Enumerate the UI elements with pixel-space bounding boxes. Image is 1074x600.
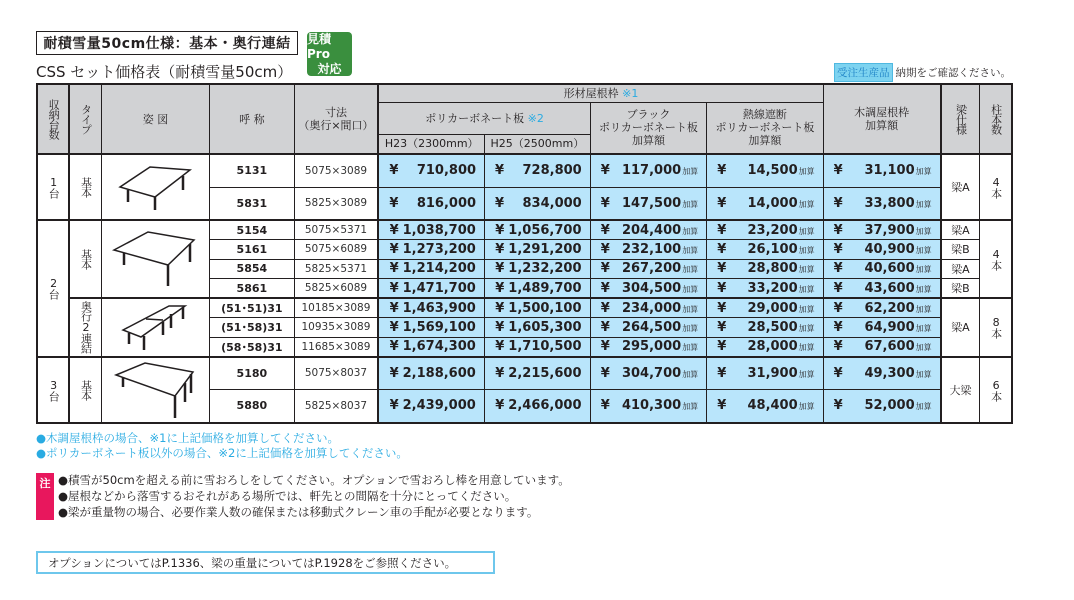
yen-sign: ¥ <box>600 398 610 414</box>
add-label: 加算 <box>798 369 815 379</box>
add-label: 加算 <box>915 226 932 236</box>
add-label: 加算 <box>798 167 815 177</box>
model-name: 5880 <box>210 390 294 423</box>
add-label: 加算 <box>798 199 815 209</box>
add-label: 加算 <box>915 323 932 333</box>
yen-sign: ¥ <box>495 280 505 296</box>
beam-spec: 梁A <box>941 298 980 357</box>
add-label: 加算 <box>915 265 932 275</box>
post-count: 8本 <box>980 298 1012 357</box>
yen-sign: ¥ <box>600 280 610 296</box>
price-h23 <box>378 337 484 357</box>
price-h25 <box>485 154 591 187</box>
wood-add-price <box>823 279 940 299</box>
add-label: 加算 <box>682 245 699 255</box>
wood-add-price <box>823 240 940 260</box>
price-h25 <box>485 298 591 318</box>
header-figure: 姿 図 <box>101 84 209 154</box>
model-name: 5154 <box>210 220 294 240</box>
add-label: 加算 <box>682 323 699 333</box>
price-value: 40,600 <box>864 261 915 277</box>
yen-sign: ¥ <box>833 163 843 179</box>
price-value: 37,900 <box>864 222 915 238</box>
yen-sign: ¥ <box>717 261 727 277</box>
yen-sign: ¥ <box>717 280 727 296</box>
add-label: 加算 <box>798 343 815 352</box>
price-value: 28,000 <box>747 339 798 354</box>
add-label: 加算 <box>682 402 699 412</box>
made-to-order-text: 納期をご確認ください。 <box>895 67 1011 79</box>
price-h25 <box>485 318 591 338</box>
price-h25 <box>485 259 591 279</box>
yen-sign: ¥ <box>717 398 727 414</box>
yen-sign: ¥ <box>389 261 399 277</box>
price-value: 710,800 <box>416 163 477 179</box>
header-name: 呼 称 <box>210 84 294 154</box>
add-label: 加算 <box>682 369 699 379</box>
yen-sign: ¥ <box>495 300 505 316</box>
add-label: 加算 <box>682 265 699 275</box>
post-count: 6本 <box>980 357 1012 423</box>
price-h23 <box>378 154 484 187</box>
price-value: 2,466,000 <box>508 398 582 414</box>
add-label: 加算 <box>798 304 815 314</box>
add-label: 加算 <box>798 245 815 255</box>
yen-sign: ¥ <box>495 261 505 277</box>
price-value: 48,400 <box>747 398 798 414</box>
price-h25 <box>485 390 591 423</box>
price-value: 1,710,500 <box>508 339 582 354</box>
yen-sign: ¥ <box>600 300 610 316</box>
size-cell: 5825×3089 <box>294 187 378 220</box>
yen-sign: ¥ <box>833 398 843 414</box>
yen-sign: ¥ <box>495 241 505 257</box>
black-add-price <box>590 279 706 299</box>
made-to-order-badge: 受注生産品 <box>834 63 893 82</box>
black-add-price <box>590 154 706 187</box>
price-value: 295,000 <box>621 339 682 354</box>
size-cell: 5825×5371 <box>294 259 378 279</box>
yen-sign: ¥ <box>389 280 399 296</box>
heat-add-price <box>707 259 823 279</box>
price-h23 <box>378 187 484 220</box>
heat-add-price <box>707 220 823 240</box>
yen-sign: ¥ <box>389 319 399 335</box>
price-value: 67,600 <box>864 339 915 354</box>
yen-sign: ¥ <box>600 261 610 277</box>
black-add-price <box>590 220 706 240</box>
price-value: 1,569,100 <box>402 319 476 335</box>
black-add-price <box>590 240 706 260</box>
yen-sign: ¥ <box>389 300 399 316</box>
yen-sign: ¥ <box>495 365 505 381</box>
triple-carport-figure <box>101 357 209 423</box>
header-polycarbonate: ポリカーボネート板 ※2 <box>378 102 590 134</box>
price-value: 52,000 <box>864 398 915 414</box>
size-cell: 5075×6089 <box>294 240 378 260</box>
header-units: 収納台数 <box>37 84 69 154</box>
price-notes <box>36 431 408 461</box>
model-name: (51･58)31 <box>210 318 294 338</box>
price-h23 <box>378 318 484 338</box>
header-frame-group: 形材屋根枠 ※1 <box>378 84 823 102</box>
pro-badge-line2: 対応 <box>317 61 342 76</box>
price-value: 1,273,200 <box>402 241 476 257</box>
price-value: 40,900 <box>864 241 915 257</box>
price-value: 147,500 <box>621 195 682 211</box>
price-value: 31,900 <box>747 365 798 381</box>
add-label: 加算 <box>682 284 699 294</box>
add-label: 加算 <box>798 226 815 236</box>
black-add-price <box>590 298 706 318</box>
size-cell: 10185×3089 <box>294 298 378 318</box>
yen-sign: ¥ <box>600 365 610 381</box>
price-h23 <box>378 259 484 279</box>
caution-item-falling-snow: ●屋根などから落雪するおそれがある場所では、軒先との間隔を十分にとってください。 <box>58 489 517 503</box>
wood-add-price <box>823 298 940 318</box>
add-label: 加算 <box>682 304 699 314</box>
size-cell: 5075×8037 <box>294 357 378 390</box>
table-row <box>37 154 1012 187</box>
yen-sign: ¥ <box>495 339 505 354</box>
price-h23 <box>378 240 484 260</box>
add-label: 加算 <box>682 226 699 236</box>
add-label: 加算 <box>915 343 932 352</box>
price-value: 2,188,600 <box>402 365 476 381</box>
price-value: 26,100 <box>747 241 798 257</box>
mitsumori-pro-badge <box>307 32 352 76</box>
price-value: 117,000 <box>621 163 682 179</box>
yen-sign: ¥ <box>495 163 505 179</box>
page-title: CSS セット価格表（耐積雪量50cm） <box>36 63 293 81</box>
wood-add-price <box>823 318 940 338</box>
price-value: 64,900 <box>864 319 915 335</box>
yen-sign: ¥ <box>717 300 727 316</box>
yen-sign: ¥ <box>833 300 843 316</box>
price-value: 816,000 <box>416 195 477 211</box>
price-value: 14,500 <box>747 163 798 179</box>
model-name: 5831 <box>210 187 294 220</box>
beam-spec: 大梁 <box>941 357 980 423</box>
beam-spec: 梁A <box>941 154 980 220</box>
post-count: 4本 <box>980 154 1012 220</box>
heat-add-price <box>707 318 823 338</box>
add-label: 加算 <box>798 284 815 294</box>
yen-sign: ¥ <box>717 365 727 381</box>
size-cell: 5075×3089 <box>294 154 378 187</box>
wood-add-price <box>823 187 940 220</box>
yen-sign: ¥ <box>495 195 505 211</box>
price-value: 1,463,900 <box>402 300 476 316</box>
price-value: 2,215,600 <box>508 365 582 381</box>
yen-sign: ¥ <box>600 222 610 238</box>
price-value: 1,471,700 <box>402 280 476 296</box>
yen-sign: ¥ <box>717 241 727 257</box>
post-count: 4本 <box>980 220 1012 298</box>
units-cell: 1台 <box>37 154 69 220</box>
note-non-polycarbonate: ●ポリカーボネート板以外の場合、※2に上記価格を加算してください。 <box>36 446 408 460</box>
pro-badge-line1: 見積Pro <box>307 31 332 61</box>
model-name: 5861 <box>210 279 294 299</box>
heat-add-price <box>707 298 823 318</box>
add-label: 加算 <box>682 343 699 352</box>
price-value: 2,439,000 <box>402 398 476 414</box>
yen-sign: ¥ <box>389 222 399 238</box>
yen-sign: ¥ <box>495 398 505 414</box>
black-add-price <box>590 187 706 220</box>
reference-box: オプションについてはP.1336、梁の重量についてはP.1928をご参照ください。 <box>36 551 495 574</box>
size-cell: 5825×6089 <box>294 279 378 299</box>
size-cell: 5825×8037 <box>294 390 378 423</box>
price-value: 23,200 <box>747 222 798 238</box>
price-value: 1,291,200 <box>508 241 582 257</box>
heat-add-price <box>707 357 823 390</box>
yen-sign: ¥ <box>495 222 505 238</box>
caution-item-snow: ●積雪が50cmを超える前に雪おろしをしてください。オプションで雪おろし棒を用意しています。 <box>58 473 570 487</box>
price-value: 28,500 <box>747 319 798 335</box>
add-label: 加算 <box>682 199 699 209</box>
price-h25 <box>485 337 591 357</box>
yen-sign: ¥ <box>833 280 843 296</box>
note-wood-frame: ●木調屋根枠の場合、※1に上記価格を加算してください。 <box>36 431 339 445</box>
header-heat: 熱線遮断 ポリカーボネート板 加算額 <box>707 102 823 154</box>
wood-add-price <box>823 390 940 423</box>
add-label: 加算 <box>915 284 932 294</box>
wood-add-price <box>823 259 940 279</box>
single-carport-figure <box>101 154 209 220</box>
add-label: 加算 <box>798 265 815 275</box>
yen-sign: ¥ <box>833 195 843 211</box>
type-cell: 基本 <box>69 154 101 220</box>
yen-sign: ¥ <box>717 195 727 211</box>
price-value: 834,000 <box>522 195 582 211</box>
price-value: 264,500 <box>621 319 682 335</box>
black-add-price <box>590 357 706 390</box>
model-name: 5180 <box>210 357 294 390</box>
price-value: 1,500,100 <box>508 300 582 316</box>
price-value: 43,600 <box>864 280 915 296</box>
beam-spec: 梁B <box>941 279 980 299</box>
yen-sign: ¥ <box>833 222 843 238</box>
size-cell: 5075×5371 <box>294 220 378 240</box>
yen-sign: ¥ <box>833 365 843 381</box>
yen-sign: ¥ <box>833 339 843 354</box>
price-value: 1,038,700 <box>402 222 476 238</box>
wood-add-price <box>823 154 940 187</box>
add-label: 加算 <box>915 167 932 177</box>
header-posts: 柱本数 <box>980 84 1012 154</box>
yen-sign: ¥ <box>600 195 610 211</box>
yen-sign: ¥ <box>717 319 727 335</box>
price-value: 1,489,700 <box>508 280 582 296</box>
yen-sign: ¥ <box>389 398 399 414</box>
price-value: 410,300 <box>621 398 682 414</box>
size-cell: 10935×3089 <box>294 318 378 338</box>
add-label: 加算 <box>915 369 932 379</box>
price-h23 <box>378 279 484 299</box>
model-name: (58･58)31 <box>210 337 294 357</box>
price-value: 1,214,200 <box>402 261 476 277</box>
heat-add-price <box>707 279 823 299</box>
wood-add-price <box>823 337 940 357</box>
tandem-carport-figure <box>101 298 209 357</box>
yen-sign: ¥ <box>833 241 843 257</box>
table-row <box>37 298 1012 318</box>
add-label: 加算 <box>915 304 932 314</box>
yen-sign: ¥ <box>717 163 727 179</box>
price-value: 1,674,300 <box>402 339 476 354</box>
price-value: 29,000 <box>747 300 798 316</box>
heat-add-price <box>707 390 823 423</box>
yen-sign: ¥ <box>833 261 843 277</box>
model-name: 5131 <box>210 154 294 187</box>
table-row <box>37 220 1012 240</box>
price-value: 62,200 <box>864 300 915 316</box>
price-value: 28,800 <box>747 261 798 277</box>
double-carport-figure <box>101 220 209 298</box>
add-label: 加算 <box>915 402 932 412</box>
caution-item-heavy-beam: ●梁が重量物の場合、必要作業人数の確保または移動式クレーン車の手配が必要となります。 <box>58 505 539 519</box>
model-name: (51･51)31 <box>210 298 294 318</box>
caution-block <box>36 473 570 520</box>
add-label: 加算 <box>682 167 699 177</box>
header-size: 寸法 （奥行×間口） <box>294 84 378 154</box>
black-add-price <box>590 318 706 338</box>
header-h25: H25（2500mm） <box>485 134 591 154</box>
price-value: 1,232,200 <box>508 261 582 277</box>
price-table <box>36 83 1013 424</box>
add-label: 加算 <box>798 402 815 412</box>
units-cell: 2台 <box>37 220 69 357</box>
caution-mark: 注 <box>36 473 54 520</box>
yen-sign: ¥ <box>600 339 610 354</box>
price-h25 <box>485 357 591 390</box>
price-h23 <box>378 390 484 423</box>
price-h25 <box>485 279 591 299</box>
yen-sign: ¥ <box>600 163 610 179</box>
model-name: 5161 <box>210 240 294 260</box>
type-cell: 基本 <box>69 357 101 423</box>
black-add-price <box>590 337 706 357</box>
header-type: タイプ <box>69 84 101 154</box>
spec-title: 耐積雪量50cm仕様：基本・奥行連結 <box>36 31 298 55</box>
price-h25 <box>485 240 591 260</box>
yen-sign: ¥ <box>717 339 727 354</box>
price-value: 304,700 <box>621 365 682 381</box>
price-value: 267,200 <box>621 261 682 277</box>
price-value: 204,400 <box>621 222 682 238</box>
yen-sign: ¥ <box>389 195 399 211</box>
price-h23 <box>378 357 484 390</box>
price-h23 <box>378 220 484 240</box>
add-label: 加算 <box>798 323 815 333</box>
beam-spec: 梁A <box>941 220 980 240</box>
header-wood: 木調屋根枠 加算額 <box>823 84 940 154</box>
price-value: 33,800 <box>864 195 915 211</box>
units-cell: 3台 <box>37 357 69 423</box>
price-value: 49,300 <box>864 365 915 381</box>
price-value: 1,605,300 <box>508 319 582 335</box>
beam-spec: 梁A <box>941 259 980 279</box>
heat-add-price <box>707 187 823 220</box>
price-value: 304,500 <box>621 280 682 296</box>
heat-add-price <box>707 154 823 187</box>
yen-sign: ¥ <box>495 319 505 335</box>
type-cell: 奥行2連結 <box>69 298 101 357</box>
heat-add-price <box>707 240 823 260</box>
yen-sign: ¥ <box>389 163 399 179</box>
price-h23 <box>378 298 484 318</box>
price-value: 234,000 <box>621 300 682 316</box>
header-beam: 梁仕様 <box>941 84 980 154</box>
add-label: 加算 <box>915 199 932 209</box>
price-value: 33,200 <box>747 280 798 296</box>
price-h25 <box>485 187 591 220</box>
black-add-price <box>590 390 706 423</box>
price-value: 14,000 <box>747 195 798 211</box>
yen-sign: ¥ <box>389 339 399 354</box>
wood-add-price <box>823 220 940 240</box>
made-to-order-notice <box>834 63 1011 82</box>
price-h25 <box>485 220 591 240</box>
yen-sign: ¥ <box>389 365 399 381</box>
yen-sign: ¥ <box>389 241 399 257</box>
price-value: 1,056,700 <box>508 222 582 238</box>
yen-sign: ¥ <box>600 241 610 257</box>
yen-sign: ¥ <box>833 319 843 335</box>
beam-spec: 梁B <box>941 240 980 260</box>
black-add-price <box>590 259 706 279</box>
size-cell: 11685×3089 <box>294 337 378 357</box>
table-row <box>37 357 1012 390</box>
model-name: 5854 <box>210 259 294 279</box>
price-value: 232,100 <box>621 241 682 257</box>
yen-sign: ¥ <box>717 222 727 238</box>
header-black: ブラック ポリカーボネート板 加算額 <box>590 102 706 154</box>
wood-add-price <box>823 357 940 390</box>
price-value: 31,100 <box>864 163 915 179</box>
heat-add-price <box>707 337 823 357</box>
price-value: 728,800 <box>522 163 582 179</box>
type-cell: 基本 <box>69 220 101 298</box>
yen-sign: ¥ <box>600 319 610 335</box>
header-h23: H23（2300mm） <box>378 134 484 154</box>
add-label: 加算 <box>915 245 932 255</box>
